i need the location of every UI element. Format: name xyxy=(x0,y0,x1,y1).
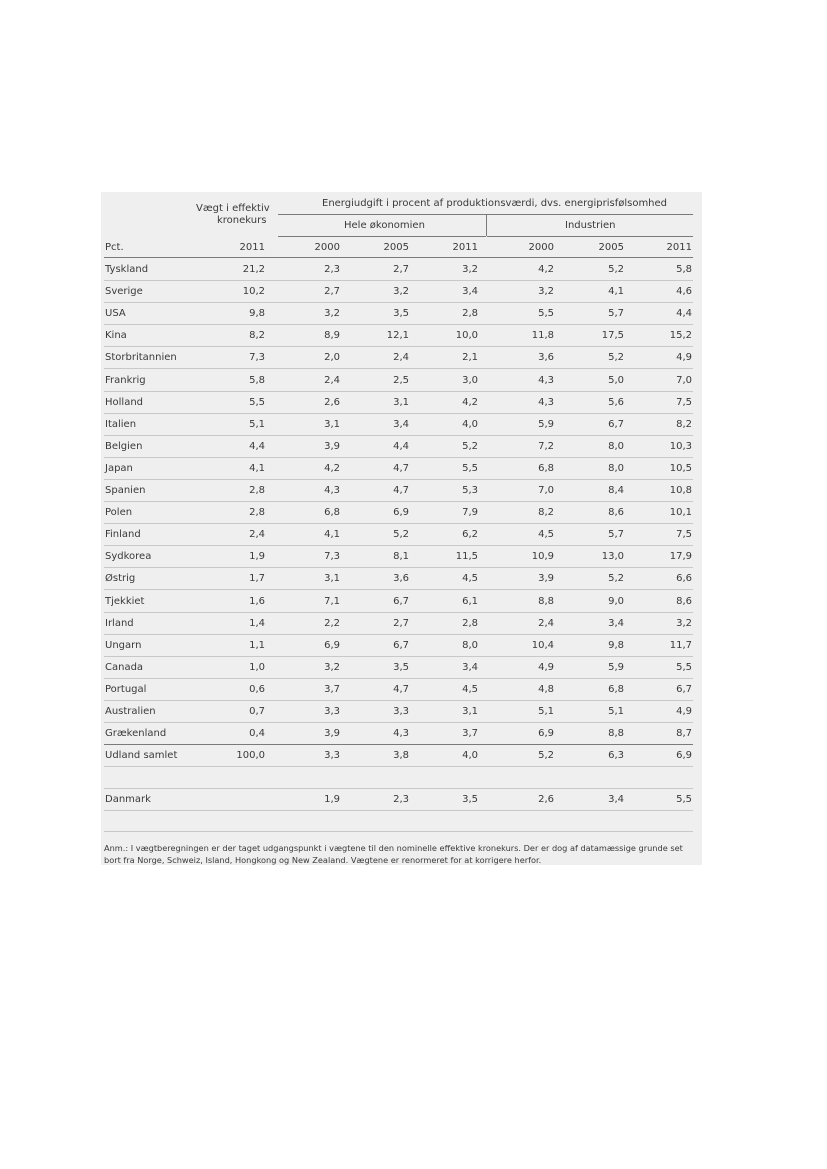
table-cell: 3,5 xyxy=(393,308,409,320)
table-cell: 2,4 xyxy=(538,617,554,629)
economy-group-header: Hele økonomien xyxy=(344,220,425,231)
table-cell: 3,2 xyxy=(324,308,340,320)
country-label: Spanien xyxy=(105,485,146,496)
row-divider xyxy=(104,656,693,657)
table-cell: 4,5 xyxy=(462,573,478,585)
country-label: Østrig xyxy=(105,573,136,585)
table-cell: 3,6 xyxy=(393,573,409,585)
table-cell: 2,8 xyxy=(462,617,478,629)
table-cell: 3,4 xyxy=(462,286,478,298)
row-divider xyxy=(104,567,693,568)
country-label: Australien xyxy=(105,706,156,717)
country-label: Irland xyxy=(105,617,134,629)
table-cell: 8,1 xyxy=(393,551,409,563)
table-cell: 6,7 xyxy=(393,595,409,607)
table-cell: 6,9 xyxy=(676,750,692,762)
table-cell: 10,2 xyxy=(242,286,265,298)
table-cell: 5,2 xyxy=(538,750,554,762)
table-cell: 5,3 xyxy=(462,485,478,496)
table-cell: 3,1 xyxy=(393,396,409,408)
year-header: 2011 xyxy=(666,242,692,253)
table-cell: 7,0 xyxy=(538,485,554,496)
table-cell: 6,8 xyxy=(324,507,340,519)
table-cell: 3,1 xyxy=(324,418,340,430)
table-cell: 3,5 xyxy=(393,661,409,673)
table-cell: 6,3 xyxy=(608,750,624,762)
table-cell: 3,4 xyxy=(608,794,624,806)
table-cell: 8,0 xyxy=(462,639,478,651)
country-label: Ungarn xyxy=(105,639,142,651)
country-label: Italien xyxy=(105,418,137,430)
table-end-rule xyxy=(104,831,693,832)
table-cell: 11,7 xyxy=(669,639,692,651)
table-cell: 6,7 xyxy=(608,418,624,430)
table-cell: 5,8 xyxy=(676,264,692,275)
table-cell: 8,2 xyxy=(676,418,692,430)
table-cell: 2,5 xyxy=(393,374,409,386)
row-divider xyxy=(104,722,693,723)
table-cell: 1,9 xyxy=(249,551,265,563)
table-cell: 7,5 xyxy=(676,529,692,541)
table-cell: 5,5 xyxy=(462,462,478,474)
table-cell: 3,8 xyxy=(393,750,409,762)
table-cell: 8,6 xyxy=(676,595,692,607)
row-divider xyxy=(104,810,693,811)
table-cell: 6,8 xyxy=(608,683,624,695)
table-cell: 4,6 xyxy=(676,286,692,298)
table-cell: 3,9 xyxy=(538,573,554,585)
table-cell: 7,2 xyxy=(538,440,554,452)
table-cell: 3,2 xyxy=(538,286,554,298)
table-cell: 4,4 xyxy=(676,308,692,320)
weight-header-line2: kronekurs xyxy=(217,215,267,226)
table-cell: 1,6 xyxy=(249,595,265,607)
row-divider xyxy=(104,368,693,369)
table-cell: 21,2 xyxy=(242,264,265,275)
table-cell: 4,0 xyxy=(462,750,478,762)
table-cell: 3,7 xyxy=(324,683,340,695)
table-cell: 12,1 xyxy=(386,330,409,342)
table-cell: 2,6 xyxy=(538,794,554,806)
table-cell: 4,3 xyxy=(393,728,409,740)
table-cell: 10,1 xyxy=(669,507,692,519)
country-label: Grækenland xyxy=(105,728,167,740)
table-cell: 5,1 xyxy=(249,418,265,430)
country-label: Japan xyxy=(105,462,133,474)
row-divider xyxy=(104,612,693,613)
table-cell: 3,5 xyxy=(462,794,478,806)
table-cell: 10,8 xyxy=(669,485,692,496)
table-cell: 2,8 xyxy=(462,308,478,320)
country-label: Danmark xyxy=(105,794,151,806)
table-cell: 3,9 xyxy=(324,728,340,740)
table-cell: 3,9 xyxy=(324,440,340,452)
table-cell: 9,8 xyxy=(249,308,265,320)
table-cell: 7,0 xyxy=(676,374,692,386)
table-cell: 7,3 xyxy=(324,551,340,563)
table-cell: 4,3 xyxy=(538,396,554,408)
table-cell: 4,9 xyxy=(538,661,554,673)
group-rule-industry xyxy=(487,236,693,237)
country-label: Udland samlet xyxy=(105,750,178,762)
table-cell: 4,7 xyxy=(393,485,409,496)
table-cell: 2,3 xyxy=(393,794,409,806)
table-cell: 2,4 xyxy=(393,352,409,364)
table-cell: 2,2 xyxy=(324,617,340,629)
table-cell: 1,7 xyxy=(249,573,265,585)
table-cell: 0,4 xyxy=(249,728,265,740)
row-divider xyxy=(104,346,693,347)
table-cell: 8,8 xyxy=(608,728,624,740)
table-cell: 7,5 xyxy=(676,396,692,408)
table-cell: 5,9 xyxy=(538,418,554,430)
table-cell: 11,8 xyxy=(531,330,554,342)
table-cell: 2,8 xyxy=(249,485,265,496)
row-divider xyxy=(104,302,693,303)
table-cell: 2,7 xyxy=(393,617,409,629)
table-cell: 4,4 xyxy=(393,440,409,452)
table-cell: 4,2 xyxy=(462,396,478,408)
table-cell: 4,7 xyxy=(393,683,409,695)
table-cell: 3,2 xyxy=(393,286,409,298)
table-cell: 1,0 xyxy=(249,661,265,673)
table-cell: 6,9 xyxy=(324,639,340,651)
table-cell: 3,7 xyxy=(462,728,478,740)
table-cell: 9,8 xyxy=(608,639,624,651)
table-cell: 10,3 xyxy=(669,440,692,452)
group-divider xyxy=(486,214,487,236)
table-cell: 5,5 xyxy=(676,794,692,806)
table-cell: 7,3 xyxy=(249,352,265,364)
table-cell: 3,4 xyxy=(393,418,409,430)
table-cell: 4,9 xyxy=(676,352,692,364)
year-header: 2005 xyxy=(383,242,409,253)
table-cell: 0,6 xyxy=(249,683,265,695)
table-cell: 4,1 xyxy=(324,529,340,541)
table-cell: 4,0 xyxy=(462,418,478,430)
table-cell: 5,1 xyxy=(608,706,624,717)
table-cell: 8,9 xyxy=(324,330,340,342)
country-label: Sydkorea xyxy=(105,551,152,563)
table-cell: 1,4 xyxy=(249,617,265,629)
row-divider xyxy=(104,391,693,392)
table-cell: 17,5 xyxy=(601,330,624,342)
table-cell: 7,1 xyxy=(324,595,340,607)
table-cell: 9,0 xyxy=(608,595,624,607)
country-label: Holland xyxy=(105,396,144,408)
country-label: Belgien xyxy=(105,440,143,452)
table-cell: 6,7 xyxy=(393,639,409,651)
table-cell: 1,1 xyxy=(249,639,265,651)
table-cell: 2,8 xyxy=(249,507,265,519)
table-cell: 11,5 xyxy=(455,551,478,563)
table-cell: 5,1 xyxy=(538,706,554,717)
table-cell: 4,1 xyxy=(608,286,624,298)
table-cell: 2,4 xyxy=(324,374,340,386)
table-cell: 10,0 xyxy=(455,330,478,342)
table-cell: 3,3 xyxy=(324,706,340,717)
table-cell: 2,7 xyxy=(393,264,409,275)
table-cell: 2,7 xyxy=(324,286,340,298)
row-divider xyxy=(104,435,693,436)
table-cell: 4,8 xyxy=(538,683,554,695)
table-cell: 2,1 xyxy=(462,352,478,364)
table-cell: 6,9 xyxy=(393,507,409,519)
table-cell: 15,2 xyxy=(669,330,692,342)
table-cell: 3,4 xyxy=(608,617,624,629)
table-cell: 7,9 xyxy=(462,507,478,519)
table-cell: 3,2 xyxy=(676,617,692,629)
year-header: 2005 xyxy=(598,242,624,253)
table-cell: 17,9 xyxy=(669,551,692,563)
table-cell: 2,6 xyxy=(324,396,340,408)
year-header: 2011 xyxy=(452,242,478,253)
weight-header-line1: Vægt i effektiv xyxy=(196,203,270,214)
country-label: Canada xyxy=(105,661,144,673)
table-cell: 3,4 xyxy=(462,661,478,673)
table-cell: 5,5 xyxy=(676,661,692,673)
table-cell: 4,3 xyxy=(324,485,340,496)
country-label: Polen xyxy=(105,507,133,519)
table-cell: 4,5 xyxy=(462,683,478,695)
row-divider xyxy=(104,678,693,679)
table-cell: 10,5 xyxy=(669,462,692,474)
year-header: 2011 xyxy=(239,242,265,253)
country-label: Tjekkiet xyxy=(105,595,145,607)
row-divider xyxy=(104,788,693,789)
row-divider xyxy=(104,523,693,524)
row-divider xyxy=(104,589,693,590)
row-divider xyxy=(104,545,693,546)
country-label: Storbritannien xyxy=(105,352,177,364)
country-label: Finland xyxy=(105,529,141,541)
table-cell: 4,7 xyxy=(393,462,409,474)
table-cell: 4,3 xyxy=(538,374,554,386)
table-cell: 3,1 xyxy=(462,706,478,717)
table-cell: 5,2 xyxy=(608,352,624,364)
row-divider xyxy=(104,324,693,325)
table-cell: 8,6 xyxy=(608,507,624,519)
table-cell: 6,8 xyxy=(538,462,554,474)
table-cell: 2,3 xyxy=(324,264,340,275)
table-cell: 10,4 xyxy=(531,639,554,651)
table-cell: 3,1 xyxy=(324,573,340,585)
table-cell: 5,7 xyxy=(608,529,624,541)
table-cell: 5,2 xyxy=(608,264,624,275)
group-rule-economy xyxy=(278,236,486,237)
table-cell: 4,2 xyxy=(538,264,554,275)
table-cell: 3,2 xyxy=(324,661,340,673)
table-cell: 5,9 xyxy=(608,661,624,673)
table-cell: 6,2 xyxy=(462,529,478,541)
row-divider xyxy=(104,700,693,701)
country-label: Sverige xyxy=(105,286,143,298)
table-cell: 4,2 xyxy=(324,462,340,474)
table-cell: 5,2 xyxy=(608,573,624,585)
table-cell: 3,6 xyxy=(538,352,554,364)
year-header: 2000 xyxy=(314,242,340,253)
table-cell: 5,7 xyxy=(608,308,624,320)
table-cell: 4,5 xyxy=(538,529,554,541)
year-header: 2000 xyxy=(528,242,554,253)
country-label: Frankrig xyxy=(105,374,146,386)
table-cell: 6,6 xyxy=(676,573,692,585)
table-cell: 4,9 xyxy=(676,706,692,717)
industry-group-header: Industrien xyxy=(565,220,616,231)
table-note: Anm.: I vægtberegningen er der taget udgangspunkt i vægtene til den nominelle effektive kronekurs. Der er dog af datamæssige grunde set bort fra Norge, Schweiz, Island, Hongkong og New Zealand. Vægtene er renormeret for at korrigere herfor. xyxy=(104,843,683,865)
table-cell: 8,0 xyxy=(608,440,624,452)
row-divider xyxy=(104,634,693,635)
table-cell: 6,1 xyxy=(462,595,478,607)
table-cell: 8,2 xyxy=(249,330,265,342)
table-cell: 2,4 xyxy=(249,529,265,541)
table-cell: 1,9 xyxy=(324,794,340,806)
table-cell: 2,0 xyxy=(324,352,340,364)
table-cell: 5,8 xyxy=(249,374,265,386)
table-cell: 6,9 xyxy=(538,728,554,740)
table-cell: 10,9 xyxy=(531,551,554,563)
country-label: Kina xyxy=(105,330,127,342)
table-cell: 100,0 xyxy=(236,750,265,762)
table-cell: 3,3 xyxy=(393,706,409,717)
table-cell: 8,7 xyxy=(676,728,692,740)
energy-header: Energiudgift i procent af produktionsværdi, dvs. energiprisfølsomhed xyxy=(322,198,668,209)
row-divider xyxy=(104,501,693,502)
row-divider xyxy=(104,766,693,767)
table-cell: 5,5 xyxy=(249,396,265,408)
table-cell: 13,0 xyxy=(601,551,624,563)
country-label: Tyskland xyxy=(105,264,149,275)
row-divider xyxy=(104,457,693,458)
table-cell: 4,1 xyxy=(249,462,265,474)
row-divider xyxy=(104,413,693,414)
table-cell: 3,0 xyxy=(462,374,478,386)
table-cell: 0,7 xyxy=(249,706,265,717)
table-cell: 5,2 xyxy=(462,440,478,452)
unit-label: Pct. xyxy=(105,242,124,253)
table-cell: 4,4 xyxy=(249,440,265,452)
table-cell: 5,6 xyxy=(608,396,624,408)
table-cell: 6,7 xyxy=(676,683,692,695)
table-cell: 3,3 xyxy=(324,750,340,762)
table-cell: 5,5 xyxy=(538,308,554,320)
table-cell: 8,8 xyxy=(538,595,554,607)
row-divider xyxy=(104,744,693,745)
country-label: Portugal xyxy=(105,683,147,695)
table-cell: 8,0 xyxy=(608,462,624,474)
table-cell: 8,2 xyxy=(538,507,554,519)
table-cell: 8,4 xyxy=(608,485,624,496)
country-label: USA xyxy=(105,308,126,320)
header-bottom-rule xyxy=(104,257,693,258)
table-cell: 5,0 xyxy=(608,374,624,386)
table-cell: 3,2 xyxy=(462,264,478,275)
table-cell: 5,2 xyxy=(393,529,409,541)
row-divider xyxy=(104,280,693,281)
row-divider xyxy=(104,479,693,480)
